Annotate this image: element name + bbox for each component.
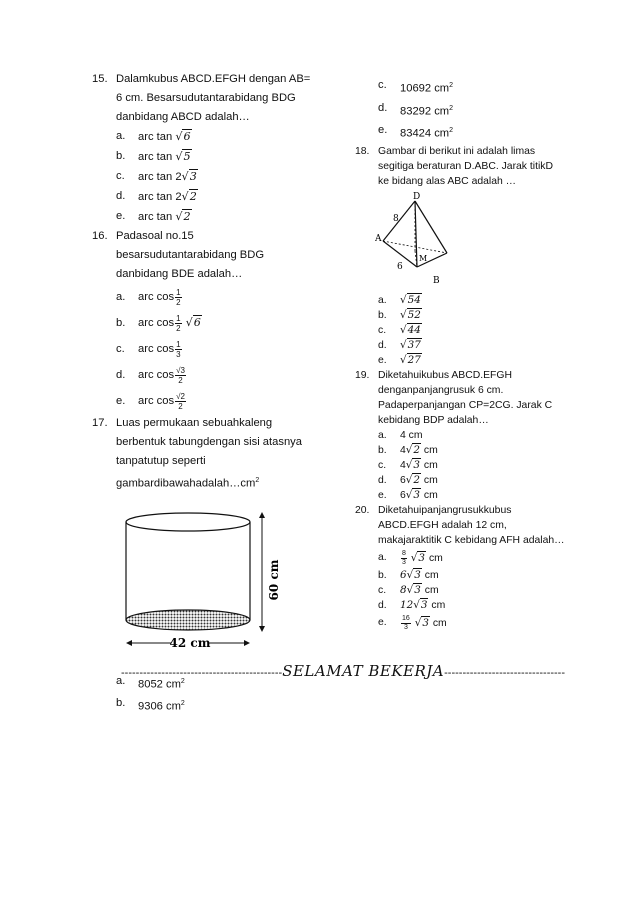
option-d: d. 83292 $cm^2$ — [378, 101, 454, 118]
edge-label: 8 — [393, 214, 399, 225]
option-a: a. arc cos $\frac{1}{2}$ — [116, 287, 181, 307]
option-a: a. arc tan √6 — [116, 130, 191, 143]
left-column — [92, 70, 344, 717]
question-number: 17. — [92, 417, 108, 429]
option-d: d. √37 — [378, 339, 421, 352]
option-c: c. arc tan 2√3 — [116, 170, 197, 183]
diameter-label: 42 cm — [169, 635, 211, 650]
question-number: 15. — [92, 73, 108, 85]
question-text-line: Dalamkubus ABCD.EFGH dengan AB= — [116, 73, 311, 85]
option-a: a. $\frac{8}{3}$ √3 cm — [378, 549, 443, 566]
options-list — [355, 428, 590, 503]
cylinder-base — [126, 610, 250, 630]
height-label: 60 cm — [267, 559, 281, 601]
question-19 — [355, 368, 590, 503]
question-text-line: Padaperpanjangan CP=2CG. Jarak C — [378, 400, 553, 412]
option-a: a. √54 — [378, 294, 421, 307]
question-text-line: makajaraktitik C kebidang AFH adalah… — [378, 535, 565, 547]
dashes-left: -------------------------------------------- — [121, 667, 283, 679]
closing-text: SELAMAT BEKERJA — [282, 662, 445, 680]
cylinder-figure — [116, 508, 286, 650]
q17-continued-options — [355, 76, 590, 144]
question-text-line: berbentuk tabungdengan sisi atasnya — [116, 436, 302, 448]
diameter-arrow-right — [244, 640, 250, 646]
label-m: M — [419, 254, 428, 264]
question-18 — [355, 144, 590, 368]
options-list — [92, 127, 344, 227]
question-text-line: danbidang ABCD adalah… — [116, 111, 250, 123]
label-d: D — [413, 192, 421, 203]
question-text-line: Luas permukaan sebuahkaleng — [116, 417, 273, 429]
question-text-line: ABCD.EFGH adalah 12 cm, — [378, 520, 507, 532]
label-a: A — [375, 234, 382, 245]
question-number: 20. — [355, 505, 370, 517]
label-b: B — [433, 276, 440, 287]
question-text-line: Diketahuipanjangrusukkubus — [378, 505, 512, 517]
question-15 — [92, 70, 344, 227]
option-b: b. arc tan √5 — [116, 150, 191, 163]
question-text-line: segitiga beraturan D.ABC. Jarak titikD — [378, 161, 553, 173]
option-e: e. arc tan √2 — [116, 210, 191, 223]
height-arrow-up — [259, 512, 265, 518]
height-arrow-down — [259, 626, 265, 632]
option-b: b. arc cos $\frac{1}{2}$ √6 — [116, 313, 201, 333]
question-number: 16. — [92, 230, 108, 242]
option-a: a. 8052 $cm^2$ — [116, 674, 185, 691]
question-text-line: denganpanjangrusuk 6 cm. — [378, 385, 504, 397]
option-c: c. 4√3 cm — [378, 459, 438, 472]
option-b: b. 6√3 cm — [378, 569, 439, 582]
option-e: e. 6√3 cm — [378, 489, 438, 502]
option-c: c. 10692 $cm^2$ — [378, 79, 454, 95]
question-text-line: besarsudutantarabidang BDG — [116, 249, 265, 261]
option-b: b. 4√2 cm — [378, 444, 438, 457]
question-text-line: ke bidang alas ABC adalah … — [378, 176, 517, 188]
option-c: c. 8√3 cm — [378, 584, 439, 597]
question-text-line: $gambardibawahadalah\dots cm^2$ — [116, 477, 260, 490]
option-e: e. 83424 $cm^2$ — [378, 124, 454, 141]
option-c: c. arc cos $\frac{1}{3}$ — [116, 339, 181, 359]
diameter-arrow-left — [126, 640, 132, 646]
question-text-line: 6 cm. Besarsudutantarabidang BDG — [116, 92, 296, 104]
option-e: e. arc cos $\frac{√2}{2}$ — [116, 391, 185, 411]
question-16 — [92, 227, 344, 414]
option-b: b. √52 — [378, 309, 421, 322]
option-e: e. √27 — [378, 354, 421, 367]
pyramid-figure — [375, 191, 465, 289]
question-text-line: Diketahuikubus ABCD.EFGH — [378, 370, 512, 382]
base-label: 6 — [397, 262, 403, 273]
closing-line — [121, 662, 566, 680]
right-column — [355, 76, 590, 633]
question-20 — [355, 503, 590, 633]
question-number: 18. — [355, 146, 370, 158]
option-e: e. $\frac{16}{3}$ √3 cm — [378, 614, 447, 631]
question-text-line: tanpatutup seperti — [116, 455, 206, 467]
question-text-line: kebidang BDP adalah… — [378, 415, 489, 427]
cylinder-top-rim — [126, 513, 250, 531]
option-c: c. √44 — [378, 324, 421, 337]
option-a: a. 4 cm — [378, 430, 423, 442]
option-d: d. arc cos $\frac{√3}{2}$ — [116, 365, 185, 385]
options-list — [92, 284, 344, 414]
dashes-right: --------------------------------- — [444, 667, 566, 679]
options-list — [355, 548, 590, 633]
question-text-line: danbidang BDE adalah… — [116, 268, 243, 280]
question-text-line: Gambar di berikut ini adalah limas — [378, 146, 536, 158]
option-b: b. 9306 $cm^2$ — [116, 697, 185, 714]
question-number: 19. — [355, 370, 370, 382]
options-list — [355, 293, 590, 368]
option-d: d. 12√3 cm — [378, 599, 446, 612]
question-text-line: Padasoal no.15 — [116, 230, 194, 242]
option-d: d. arc tan 2√2 — [116, 190, 197, 203]
option-d: d. 6√2 cm — [378, 474, 438, 487]
